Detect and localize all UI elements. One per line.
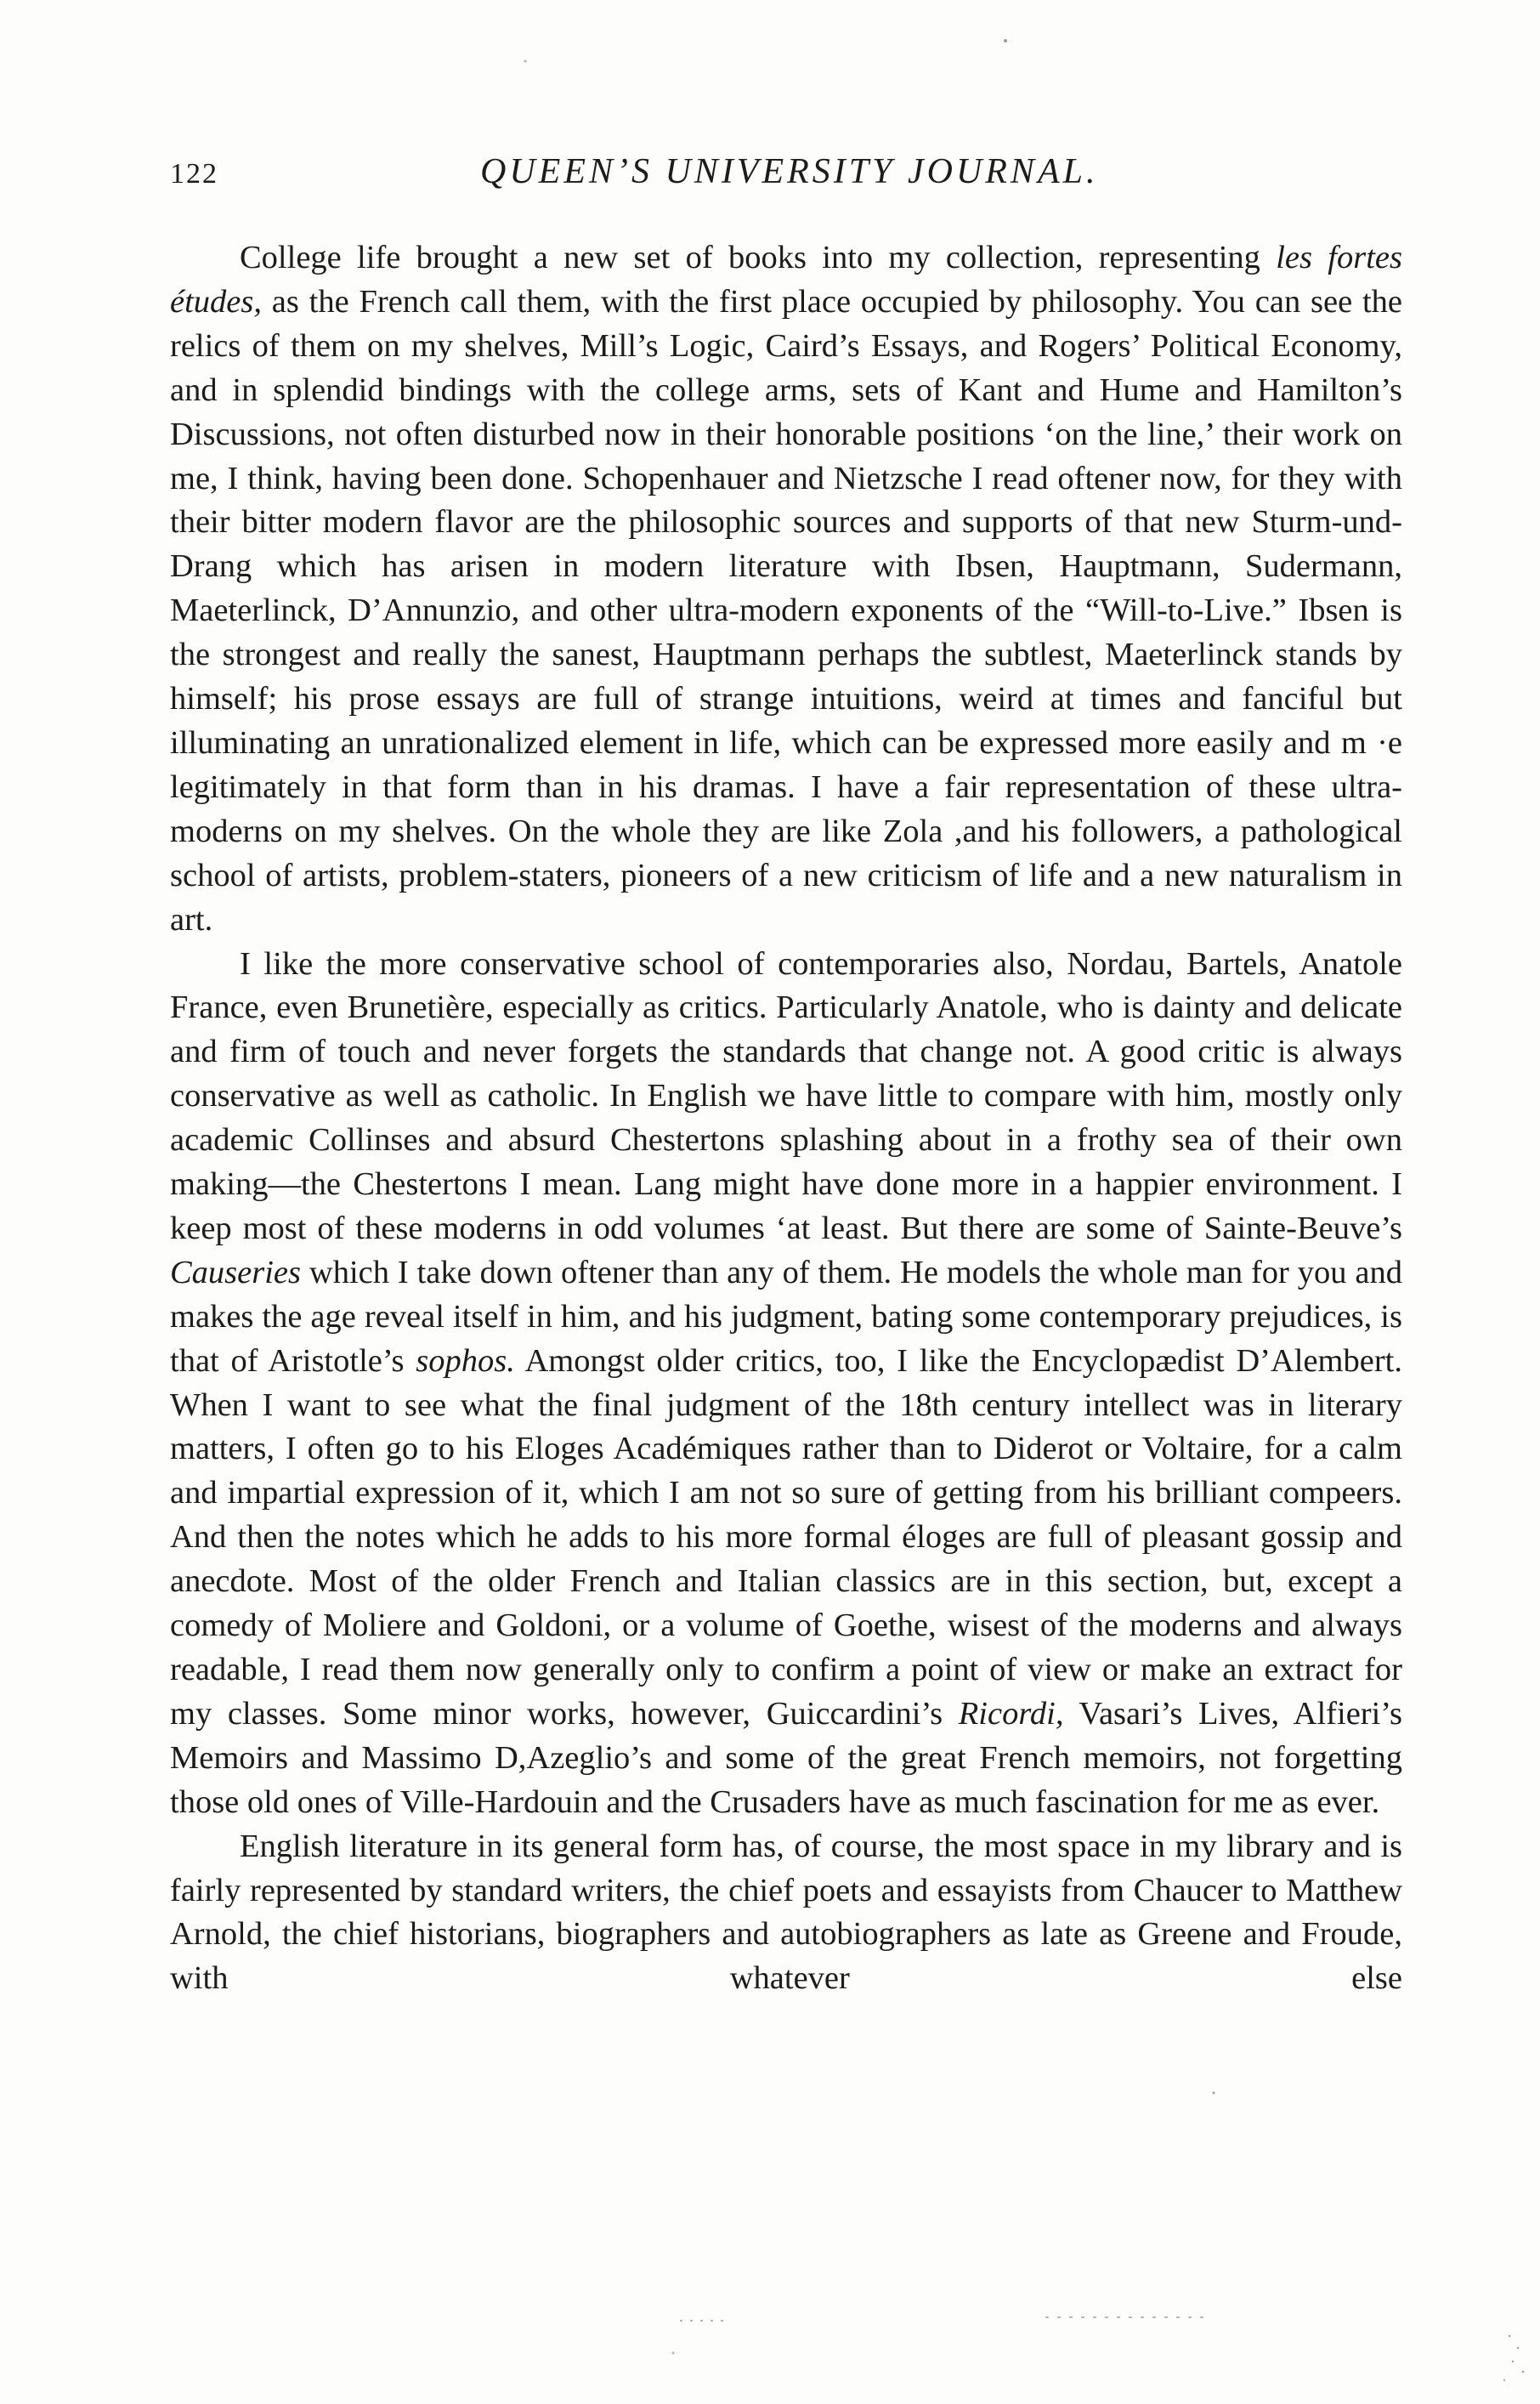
journal-title: QUEEN’S UNIVERSITY JOURNAL. bbox=[480, 152, 1099, 191]
text-run: Vasari’s Lives, Alfieri’s Memoirs and Massimo D,Azeglio’s and some of the great French memoirs, not forgetting those old ones of Ville-Hardouin and the Crusaders have as much fascination for me as ever. bbox=[170, 1695, 1402, 1820]
paragraph-contemporaries bbox=[170, 943, 1402, 1825]
text-run: I like the more conservative school of contemporaries also, Nordau, Bartels, Anatole France, even Brunetière, especially as critics. Particularly Anatole, who is dainty and delicate and firm of touch and never forgets the standards that change not. A good critic is always conservative as well as catholic. In English we have little to compare with him, mostly only academic Collinses and absurd Chestertons splashing about in a frothy sea of their own making—the Chestertons I mean. Lang might have done more in a happier environment. I keep most of these moderns in odd volumes ‘at least. But there are some of Sainte-Beuve’s bbox=[170, 945, 1402, 1246]
body-text bbox=[170, 236, 1402, 2001]
paragraph-books-collection bbox=[170, 236, 1402, 943]
text-run: which I take down oftener than any of them. He models the whole man for you and makes the age reveal itself in him, and his judgment, bating some contemporary prejudices, is that of Aristotle’s bbox=[170, 1254, 1402, 1379]
text-run-italic: Causeries bbox=[170, 1254, 301, 1290]
text-run: as the French call them, with the first place occupied by philosophy. You can see the relics of them on my shelves, Mill’s Logic, Caird’s Essays, and Rogers’ Political Economy, and in splendid bindings with the college arms, sets of Kant and Hume and Hamilton’s Discussions, not often disturbed now in their honorable positions ‘on the line,’ their work on me, I think, having been done. Schopenhauer and Nietzsche I read oftener now, for they with their bitter modern flavor are the philosophic sources and supports of that new Sturm-und-Drang which has arisen in modern literature with Ibsen, Hauptmann, Sudermann, Maeterlinck, D’Annunzio, and other ultra-modern exponents of the “Will-to-Live.” Ibsen is the strongest and really the sanest, Hauptmann perhaps the subtlest, Maeterlinck stands by himself; his prose essays are full of strange intuitions, weird at times and fanciful but illuminating an unrationalized element in life, which can be expressed more easily and m ·e legitimately in that form than in his dramas. I have a fair representation of these ultra-moderns on my shelves. On the whole they are like Zola ,and his followers, a pathological school of artists, problem-staters, pioneers of a new criticism of life and a new naturalism in art. bbox=[170, 283, 1402, 938]
text-run: College life brought a new set of books into my collection, representing bbox=[240, 240, 1277, 275]
text-run-italic: sophos. bbox=[416, 1342, 515, 1379]
text-run-italic: les fortes études, bbox=[170, 240, 1402, 320]
paragraph-english-literature bbox=[170, 1825, 1402, 2002]
page-number: 122 bbox=[170, 158, 218, 190]
running-head bbox=[170, 151, 1402, 202]
text-run-italic: Ricordi, bbox=[958, 1695, 1064, 1732]
text-run: English literature in its general form has, of course, the most space in my library and is fairly represented by standard writers, the chief poets and essayists from Chaucer to Matthew Arnold, the chief historians, biographers and autobiographers as late as Greene and Froude, with whatever else bbox=[170, 1828, 1402, 1997]
text-run: Amongst older critics, too, I like the Encyclopædist D’Alembert. When I want to see what the final judgment of the 18th century intellect was in literary matters, I often go to his Eloges Académiques rather than to Diderot or Voltaire, for a calm and impartial expression of it, which I am not so sure of getting from his brilliant compeers. And then the notes which he adds to his more formal éloges are full of pleasant gossip and anecdote. Most of the older French and Italian classics are in this section, but, except a comedy of Moliere and Goldoni, or a volume of Goethe, wisest of the moderns and always readable, I read them now generally only to confirm a point of view or make an extract for my classes. Some minor works, however, Guiccardini’s bbox=[170, 1342, 1402, 1732]
